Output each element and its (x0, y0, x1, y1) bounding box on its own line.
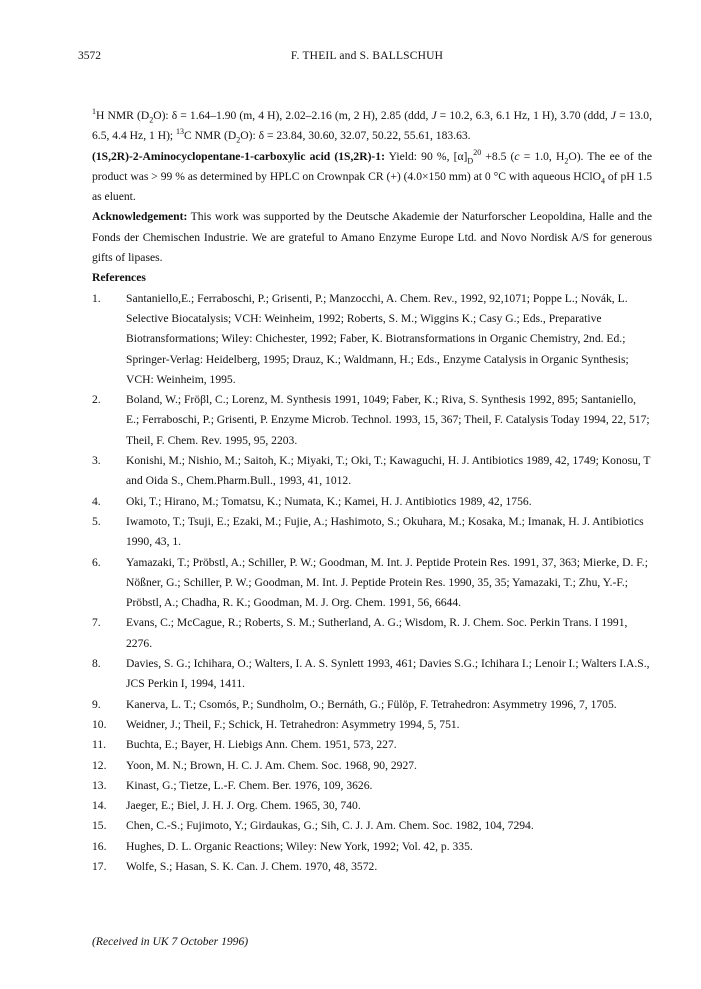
compound-text-4: O). The ee of the product was > 99 % as determined by HPLC on Crownpak CR (+) (4.0×150 mm) at 0 °C with aqueous HClO (92, 149, 652, 183)
reference-text: Konishi, M.; Nishio, M.; Saitoh, K.; Miyaki, T.; Oki, T.; Kawaguchi, H. J. Antibiotics 1989, 42, 1749; Konosu, T and Oida S., Chem.Pharm.Bull., 1993, 41, 1012. (126, 454, 651, 488)
reference-item (92, 776, 652, 796)
reference-number: 2. (92, 393, 101, 407)
reference-text: Yamazaki, T.; Pröbstl, A.; Schiller, P. W.; Goodman, M. Int. J. Peptide Protein Res. 1991, 37, 363; Mierke, D. F.; Nößner, G.; Schiller, P. W.; Goodman, M. Int. J. Peptide Protein Res. 1990, 35, 35; Yamazaki, T.; Zhu, Y.-F.; Pröbstl, A.; Chadha, R. K.; Goodman, M. J. Org. Chem. 1991, 56, 6644. (126, 555, 648, 610)
reference-number: 6. (92, 555, 101, 569)
reference-number: 7. (92, 616, 101, 630)
page-number: 3572 (78, 50, 101, 62)
reference-item (92, 654, 652, 695)
concentration-c: c (514, 149, 520, 163)
received-date: (Received in UK 7 October 1996) (92, 935, 249, 948)
reference-text: Buchta, E.; Bayer, H. Liebigs Ann. Chem. 1951, 573, 227. (126, 738, 397, 752)
compound-text-2: +8.5 ( (481, 149, 515, 163)
references-heading: References (92, 271, 146, 285)
running-head: F. THEIL and S. BALLSCHUH (290, 50, 444, 62)
reference-number: 12. (92, 758, 107, 772)
reference-text: Wolfe, S.; Hasan, S. K. Can. J. Chem. 1970, 48, 3572. (126, 859, 378, 873)
compound-text-5: of pH 1.5 as eluent. (92, 169, 653, 204)
references-list (92, 289, 652, 878)
compound-text-1: Yield: 90 %, [α] (384, 149, 468, 163)
hclo4-subscript: 4 (600, 176, 605, 186)
h1-nmr-text-2: O): δ = 1.64–1.90 (m, 4 H), 2.02–2.16 (m, 2 H), 2.85 (ddd, (153, 109, 432, 122)
c13-isotope-superscript: 13 (176, 127, 185, 137)
reference-text: Boland, W.; Fröβl, C.; Lorenz, M. Synthesis 1991, 1049; Faber, K.; Riva, S. Synthesis 1992, 895; Santaniello, E.; Ferraboschi, P.; Grisenti, P. Enzyme Microb. Technol. 1993, 15, 367; Theil, F. Catalysis Today 1994, 22, 517; Theil, F. Chem. Rev. 1995, 95, 2203. (126, 393, 650, 447)
reference-number: 9. (92, 697, 101, 711)
nmr-data-paragraph (92, 106, 652, 147)
acknowledgement-text: This work was supported by the Deutsche Akademie der Naturforscher Leopoldina, Halle and the Fonds der Chemischen Industrie. We are grateful to Amano Enzyme Europe Ltd. and Novo Nordisk A/S for generous gifts of lipases. (92, 210, 652, 265)
reference-number: 14. (92, 799, 107, 813)
reference-text: Jaeger, E.; Biel, J. H. J. Org. Chem. 1965, 30, 740. (126, 799, 361, 813)
d2o-subscript-2: 2 (236, 135, 241, 145)
reference-text: Iwamoto, T.; Tsuji, E.; Ezaki, M.; Fujie, A.; Hashimoto, S.; Okuhara, M.; Kosaka, M.; Imanak, H. J. Antibiotics 1990, 43, 1. (126, 514, 644, 549)
reference-text: Evans, C.; McCague, R.; Roberts, S. M.; Sutherland, A. G.; Wisdom, R. J. Chem. Soc. Perkin Trans. I 1991, 2276. (126, 616, 628, 650)
compound-text-3: = 1.0, H (519, 149, 565, 163)
reference-number: 16. (92, 839, 107, 853)
h1-nmr-text-3: = 10.2, 6.3, 6.1 Hz, 1 H), 3.70 (ddd, (436, 109, 611, 122)
reference-number: 5. (92, 514, 101, 528)
reference-number: 13. (92, 778, 107, 792)
c13-nmr-text: C NMR (D (184, 129, 237, 143)
h1-nmr-text-4: = 13.0, 6.5, 4.4 Hz, 1 H); (92, 109, 652, 143)
reference-number: 4. (92, 494, 101, 508)
reference-item (92, 451, 652, 492)
water-subscript: 2 (564, 155, 569, 165)
reference-text: Chen, C.-S.; Fujimoto, Y.; Girdaukas, G.; Sih, C. J. J. Am. Chem. Soc. 1982, 104, 7294. (126, 819, 534, 833)
reference-item (92, 715, 652, 735)
rotation-d-subscript: D (467, 155, 474, 165)
reference-number: 11. (92, 738, 107, 752)
reference-number: 3. (92, 454, 101, 468)
reference-number: 15. (92, 819, 107, 833)
article-body (92, 106, 652, 877)
reference-item (92, 756, 652, 776)
reference-number: 17. (92, 859, 107, 873)
page-header (78, 50, 656, 66)
reference-item (92, 289, 652, 390)
compound-paragraph (92, 147, 652, 208)
reference-item (92, 837, 652, 857)
reference-item (92, 613, 652, 654)
reference-text: Santaniello,E.; Ferraboschi, P.; Grisenti, P.; Manzocchi, A. Chem. Rev., 1992, 92,1071; Poppe L.; Novák, L. Selective Biocatalysis; VCH: Weinheim, 1992; Roberts, S. M.; Wiggins K.; Casy G.; Eds., Preparative Biotransformations; Wiley: Chichester, 1992; Faber, K. Biotransformations in Organic Chemistry, 2nd. Ed.; Springer-Verlag: Heidelberg, 1995; Drauz, K.; Waldmann, H.; Eds., Enzyme Catalysis in Organic Synthesis; VCH: Weinheim, 1995. (126, 291, 629, 386)
reference-number: 10. (92, 717, 107, 731)
rotation-temp-superscript: 20 (473, 147, 482, 157)
reference-item (92, 492, 652, 512)
d2o-subscript: 2 (149, 115, 154, 125)
reference-text: Oki, T.; Hirano, M.; Tomatsu, K.; Numata, K.; Kamei, H. J. Antibiotics 1989, 42, 1756. (126, 494, 532, 508)
coupling-j-2: J (610, 109, 617, 122)
reference-item (92, 796, 652, 816)
reference-text: Kanerva, L. T.; Csomós, P.; Sundholm, O.; Bernáth, G.; Fülöp, F. Tetrahedron: Asymmetry 1996, 7, 1705. (126, 697, 617, 711)
reference-text: Davies, S. G.; Ichihara, O.; Walters, I. A. S. Synlett 1993, 461; Davies S.G.; Ichihara I.; Lenoir I.; Walters I.A.S., JCS Perkin I, 1994, 1411. (126, 657, 650, 691)
h1-nmr-text: H NMR (D (96, 109, 150, 122)
reference-number: 8. (92, 657, 101, 671)
h1-isotope-superscript: 1 (92, 107, 96, 117)
reference-number: 1. (92, 291, 101, 305)
coupling-j: J (431, 109, 437, 122)
reference-item (92, 553, 652, 614)
acknowledgement-paragraph (92, 207, 652, 268)
reference-text: Yoon, M. N.; Brown, H. C. J. Am. Chem. Soc. 1968, 90, 2927. (126, 758, 417, 772)
compound-name: (1S,2R)-2-Aminocyclopentane-1-carboxylic acid (1S,2R)-1: (92, 149, 385, 163)
reference-item (92, 512, 652, 553)
reference-item (92, 816, 652, 836)
reference-text: Hughes, D. L. Organic Reactions; Wiley: New York, 1992; Vol. 42, p. 335. (126, 839, 473, 853)
reference-item (92, 390, 652, 451)
reference-item (92, 695, 652, 715)
reference-text: Weidner, J.; Theil, F.; Schick, H. Tetrahedron: Asymmetry 1994, 5, 751. (126, 717, 460, 731)
c13-nmr-text-2: O): δ = 23.84, 30.60, 32.07, 50.22, 55.61, 183.63. (240, 129, 471, 143)
reference-item (92, 857, 652, 877)
reference-text: Kinast, G.; Tietze, L.-F. Chem. Ber. 1976, 109, 3626. (126, 778, 373, 792)
acknowledgement-label: Acknowledgement: (92, 210, 188, 224)
reference-item (92, 735, 652, 755)
